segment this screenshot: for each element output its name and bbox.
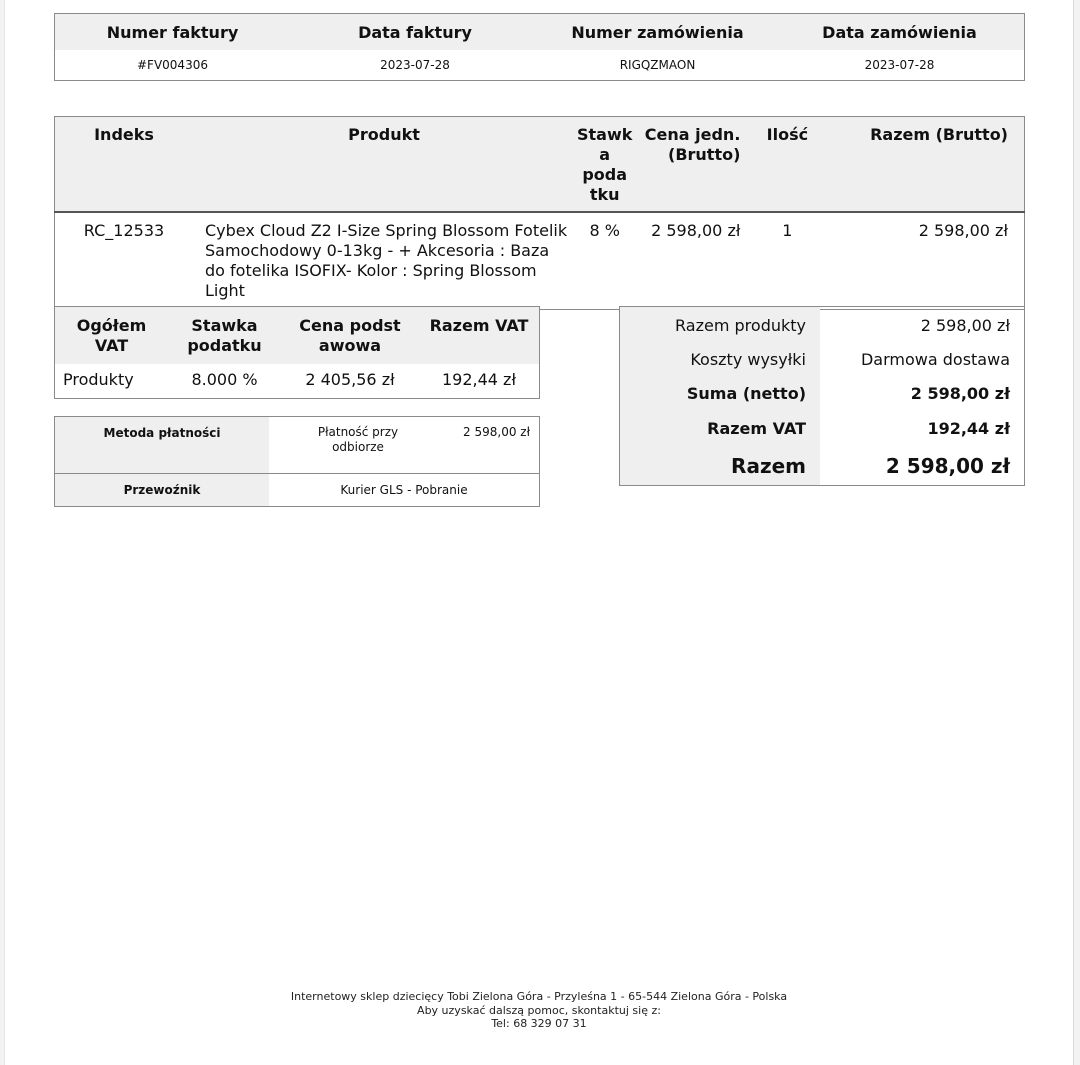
vat-header-row bbox=[55, 307, 540, 365]
product-quantity: 1 bbox=[782, 221, 793, 240]
product-index: RC_12533 bbox=[83, 221, 165, 240]
unit-price-header: Cena jedn. (Brutto) bbox=[634, 117, 756, 213]
payment-method-label: Metoda płatności bbox=[55, 417, 270, 474]
summary-products-label: Razem produkty bbox=[620, 307, 821, 344]
carrier-value: Kurier GLS - Pobranie bbox=[340, 483, 468, 497]
summary-total-row bbox=[620, 446, 1025, 486]
payment-method-row bbox=[55, 417, 540, 474]
footer-help-text: Aby uzyskać dalszą pomoc, skontaktuj się z: bbox=[417, 1003, 661, 1017]
product-name: Cybex Cloud Z2 I-Size Spring Blossom Fotelik Samochodowy 0-13kg - + Akcesoria : Baza do fotelika ISOFIX- Kolor : Spring Blossom Light bbox=[205, 221, 568, 300]
product-unit-price: 2 598,00 zł bbox=[651, 221, 741, 240]
product-total: 2 598,00 zł bbox=[918, 221, 1008, 240]
order-date-value: 2023-07-28 bbox=[864, 58, 935, 72]
invoice-number-header: Numer faktury bbox=[55, 14, 291, 51]
footer-phone: Tel: 68 329 07 31 bbox=[491, 1017, 587, 1030]
vat-amount: 192,44 zł bbox=[441, 370, 516, 389]
total-header: Razem (Brutto) bbox=[818, 117, 1024, 213]
carrier-row bbox=[55, 474, 540, 507]
summary-products-row bbox=[620, 307, 1025, 344]
vat-base-price: 2 405,56 zł bbox=[305, 370, 395, 389]
product-tax-rate: 8 % bbox=[589, 221, 620, 240]
summary-vat-value: 192,44 zł bbox=[927, 419, 1010, 438]
vat-table bbox=[54, 306, 540, 399]
quantity-header: Ilość bbox=[756, 117, 818, 213]
summary-vat-label: Razem VAT bbox=[620, 411, 821, 446]
payment-amount: 2 598,00 zł bbox=[463, 425, 530, 439]
summary-shipping-label: Koszty wysyłki bbox=[620, 343, 821, 376]
invoice-date-header: Data faktury bbox=[290, 14, 540, 51]
vat-row bbox=[55, 364, 540, 399]
summary-shipping-row bbox=[620, 343, 1025, 376]
invoice-page bbox=[4, 0, 1074, 1065]
summary-total-value: 2 598,00 zł bbox=[885, 453, 1010, 478]
table-row bbox=[55, 212, 1025, 310]
summary-products-value: 2 598,00 zł bbox=[920, 315, 1010, 335]
summary-vat-row bbox=[620, 411, 1025, 446]
order-number-header: Numer zamówienia bbox=[540, 14, 775, 51]
invoice-values-row bbox=[55, 50, 1025, 81]
order-date-header: Data zamówienia bbox=[775, 14, 1025, 51]
vat-rate: 8.000 % bbox=[191, 370, 258, 389]
vat-category: Produkty bbox=[63, 370, 134, 389]
payment-method-value: Płatność przy odbiorze bbox=[317, 425, 399, 454]
index-header: Indeks bbox=[55, 117, 194, 213]
products-header-row bbox=[55, 117, 1025, 213]
payment-table bbox=[54, 416, 540, 507]
vat-total-header: Ogółem VAT bbox=[55, 307, 169, 365]
invoice-header-row bbox=[55, 14, 1025, 51]
carrier-label: Przewoźnik bbox=[55, 474, 270, 507]
page-footer bbox=[5, 990, 1073, 1031]
summary-net-label: Suma (netto) bbox=[620, 376, 821, 411]
tax-rate-header: Stawk a poda tku bbox=[575, 117, 634, 213]
summary-net-value: 2 598,00 zł bbox=[910, 384, 1010, 403]
order-number-value: RIGQZMAON bbox=[619, 58, 696, 72]
summary-shipping-value: Darmowa dostawa bbox=[860, 350, 1010, 369]
summary-total-label: Razem bbox=[620, 446, 821, 486]
summary-net-row bbox=[620, 376, 1025, 411]
invoice-header-table bbox=[54, 13, 1025, 81]
payment-method-cell bbox=[269, 417, 540, 474]
vat-base-price-header: Cena podst awowa bbox=[281, 307, 419, 365]
products-table bbox=[54, 116, 1025, 310]
product-header: Produkt bbox=[193, 117, 575, 213]
footer-address: Internetowy sklep dziecięcy Tobi Zielona Góra - Przyleśna 1 - 65-544 Zielona Góra - Polska bbox=[290, 990, 788, 1003]
invoice-number-value: #FV004306 bbox=[137, 58, 208, 72]
vat-amount-header: Razem VAT bbox=[419, 307, 540, 365]
summary-table bbox=[619, 306, 1025, 486]
vat-rate-header: Stawka podatku bbox=[168, 307, 281, 365]
invoice-date-value: 2023-07-28 bbox=[380, 58, 450, 72]
